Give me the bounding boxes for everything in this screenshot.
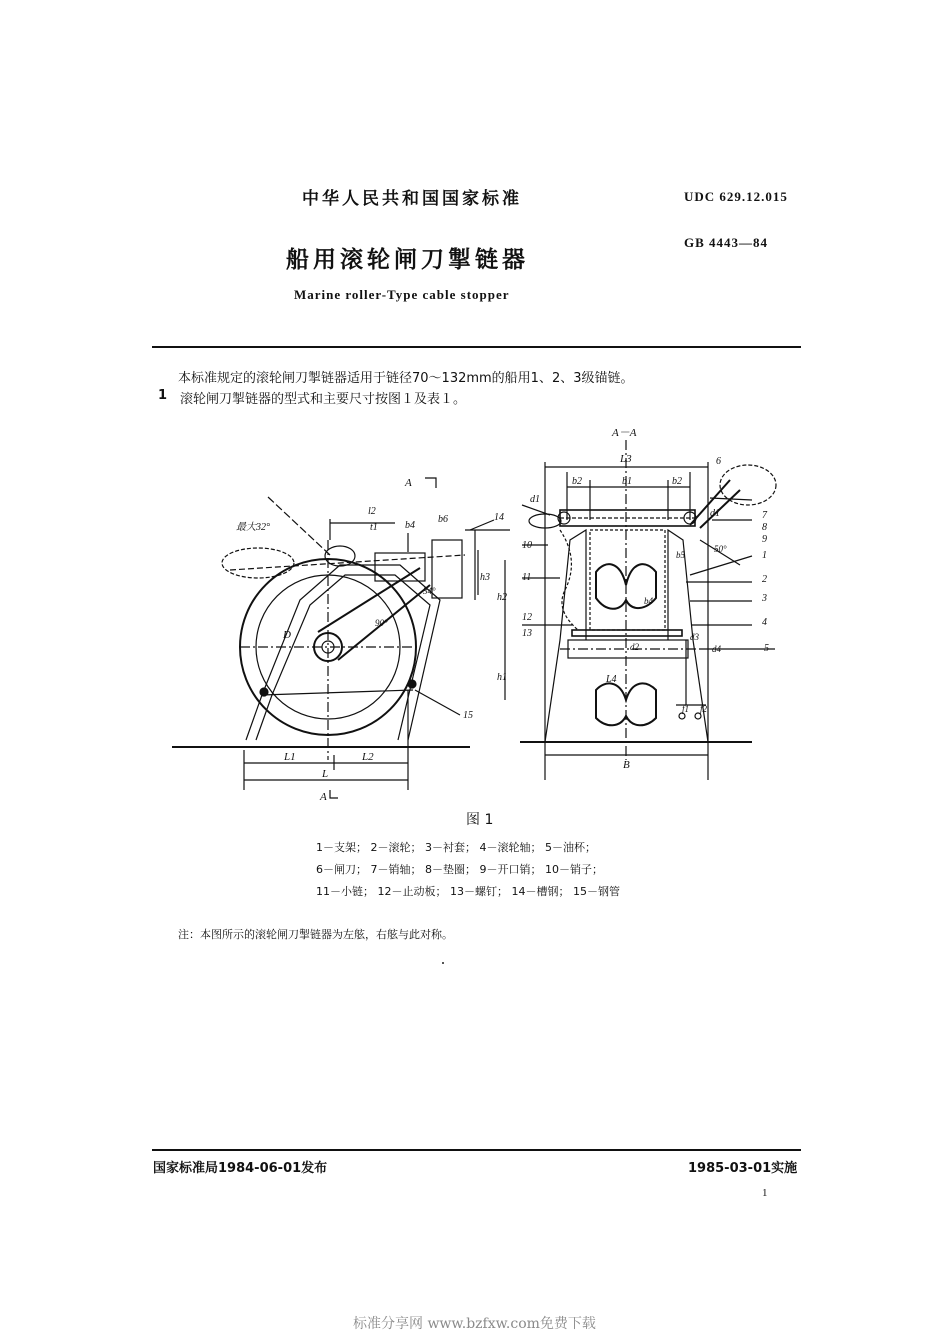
label-h1: h1 xyxy=(497,672,507,683)
document-title-en: Marine roller-Type cable stopper xyxy=(294,287,510,302)
implementation-date: 1985-03-01实施 xyxy=(688,1161,798,1176)
label-angle90: 90° xyxy=(375,618,388,628)
label-d1-right: d1 xyxy=(710,508,720,519)
udc-code: UDC 629.12.015 xyxy=(684,189,788,204)
label-b6: b6 xyxy=(438,514,448,525)
label-h3: h3 xyxy=(480,572,490,583)
label-D: D xyxy=(283,629,291,641)
label-n15: 15 xyxy=(463,710,473,721)
label-B: B xyxy=(623,759,630,771)
label-angle34: 34° xyxy=(423,586,436,596)
label-n1: 1 xyxy=(762,550,767,561)
label-a-bottom: A xyxy=(320,791,327,803)
label-b2-left: b2 xyxy=(572,476,582,487)
label-n4: 4 xyxy=(762,617,767,628)
clause-text: 滚轮闸刀掣链器的型式和主要尺寸按图１及表１。 xyxy=(180,392,467,407)
page-number: 1 xyxy=(762,1187,768,1199)
label-L4: L4 xyxy=(606,674,617,685)
label-n8: 8 xyxy=(762,522,767,533)
top-rule xyxy=(152,346,801,348)
label-n3: 3 xyxy=(762,593,767,604)
figure-caption: 图 1 xyxy=(466,812,494,828)
label-b4-right: b4 xyxy=(644,596,653,606)
label-n12: 12 xyxy=(522,612,532,623)
label-d1-left: d1 xyxy=(530,494,540,505)
label-l2: l2 xyxy=(368,506,376,517)
label-L3: L3 xyxy=(620,453,632,465)
label-L: L xyxy=(322,768,329,780)
legend-line-3: 11－小链； 12－止动板； 13－螺钉； 14－槽钢； 15－钢管 xyxy=(316,885,620,898)
label-L1: L1 xyxy=(284,751,296,763)
label-d4: d4 xyxy=(712,644,721,654)
label-n13: 13 xyxy=(522,628,532,639)
figure-note: 注：本图所示的滚轮闸刀掣链器为左舷，右舷与此对称。 xyxy=(178,928,453,941)
label-n7: 7 xyxy=(762,510,767,521)
label-d2: d2 xyxy=(630,642,639,652)
label-d3: d3 xyxy=(690,632,699,642)
clause-number: 1 xyxy=(158,388,168,403)
bottom-rule xyxy=(152,1149,801,1151)
label-n9: 9 xyxy=(762,534,767,545)
gb-number: GB 4443—84 xyxy=(684,235,769,250)
legend-line-1: 1－支架； 2－滚轮； 3－衬套； 4－滚轮轴； 5－油杯； xyxy=(316,841,596,854)
label-b2-right: b2 xyxy=(672,476,682,487)
label-b1: b1 xyxy=(622,476,632,487)
speck xyxy=(442,962,444,964)
label-h2: h2 xyxy=(497,592,507,603)
label-b5: b5 xyxy=(676,550,685,560)
watermark: 标准分享网 www.bzfxw.com免费下载 xyxy=(353,1316,596,1332)
label-t1: t1 xyxy=(370,522,378,533)
label-n6: 6 xyxy=(716,456,721,467)
label-f2: f2 xyxy=(700,704,708,714)
intro-paragraph: 本标准规定的滚轮闸刀掣链器适用于链径70～132mm的船用1、2、3级锚链。 xyxy=(178,371,634,386)
label-section-title: A－A xyxy=(612,427,637,439)
label-n5: 5 xyxy=(764,643,769,654)
standard-organization: 中华人民共和国国家标准 xyxy=(302,189,522,209)
label-f1: f1 xyxy=(682,704,690,714)
document-title-cn: 船用滚轮闸刀掣链器 xyxy=(286,247,529,273)
label-n2: 2 xyxy=(762,574,767,585)
label-n10: 10 xyxy=(522,540,532,551)
label-max-angle: 最大32° xyxy=(236,522,270,533)
legend-line-2: 6－闸刀； 7－销轴； 8－垫圈； 9－开口销； 10－销子； xyxy=(316,863,603,876)
label-b4: b4 xyxy=(405,520,415,531)
label-L2: L2 xyxy=(362,751,374,763)
issue-date: 国家标准局1984-06-01发布 xyxy=(153,1161,328,1176)
label-n11: 11 xyxy=(522,572,532,583)
label-a-top: A xyxy=(405,477,412,489)
label-n14: 14 xyxy=(494,512,504,523)
technical-drawing xyxy=(150,418,769,808)
label-angle50: 50° xyxy=(714,544,727,554)
